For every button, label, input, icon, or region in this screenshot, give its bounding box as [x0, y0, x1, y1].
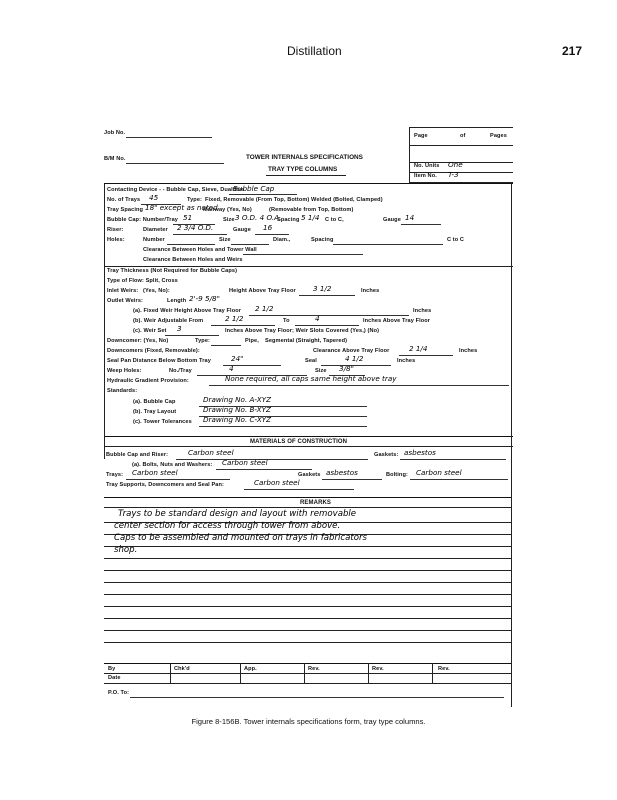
size-label: Size — [223, 217, 235, 223]
downcomer-pipe-label: Pipe, — [245, 338, 259, 344]
std-tray-layout-value: Drawing No. B-XYZ — [203, 405, 271, 414]
downcomer-clearance-label: Clearance Above Tray Floor — [313, 348, 390, 354]
po-to-label: P.O. To: — [108, 690, 130, 696]
bolting-label: Bolting: — [386, 472, 408, 478]
figure-caption: Figure 8-156B. Tower internals specifications form, tray type columns. — [191, 717, 426, 726]
height-above-label: Height Above Tray Floor — [229, 288, 296, 294]
bolts-value: Carbon steel — [222, 458, 268, 467]
spacing-value: 5 1/4 — [301, 213, 320, 222]
standards-label: Standards: — [107, 388, 138, 394]
remarks-line-2: center section for access through tower from above. — [114, 521, 341, 531]
no-units-value: One — [448, 160, 463, 169]
materials-gaskets-value: asbestos — [404, 448, 436, 457]
inlet-weirs-options: (Yes, No): — [143, 288, 170, 294]
holes-c-to-c-label: C to C — [447, 237, 465, 243]
materials-gaskets-label: Gaskets: — [374, 452, 399, 458]
seal-pan-label: Seal Pan Distance Below Bottom Tray — [107, 358, 211, 364]
holes-label: Holes: — [107, 237, 125, 243]
manway-label: Manway (Yes, No) — [203, 207, 252, 213]
gauge-value: 14 — [405, 213, 415, 222]
spec-box — [104, 183, 513, 459]
weir-set-inches: Inches Above Tray Floor; Weir Slots Covered (Yes,) (No) — [225, 328, 380, 334]
item-no-value: T-3 — [448, 170, 459, 179]
weep-holes-label: Weep Holes: — [107, 368, 142, 374]
clearance-wall-label: Clearance Between Holes and Tower Wall — [143, 247, 257, 253]
std-bubble-cap-label: (a). Bubble Cap — [133, 399, 176, 405]
tray-spacing-label: Tray Spacing — [107, 207, 144, 213]
bubble-cap-riser-value: Carbon steel — [188, 448, 234, 457]
std-tolerances-label: (c). Tower Tolerances — [133, 419, 192, 425]
tray-thickness-label: Tray Thickness (Not Required for Bubble Caps) — [107, 268, 238, 274]
downcomers-label: Downcomers (Fixed, Removable): — [107, 348, 200, 354]
job-no-line — [126, 137, 212, 138]
diameter-value: 2 3/4 O.D. — [177, 223, 214, 232]
riser-gauge-label: Gauge — [233, 227, 251, 233]
diam-label: Diam., — [273, 237, 291, 243]
supports-label: Tray Supports, Downcomers and Seal Pan: — [106, 482, 224, 488]
of-label: of — [460, 133, 466, 139]
page-label: Page — [414, 133, 428, 139]
clearance-weirs-label: Clearance Between Holes and Weirs — [143, 257, 243, 263]
weir-adjustable-from: 2 1/2 — [225, 314, 244, 323]
length-value: 2'-9 5/8" — [189, 294, 220, 303]
app-label: App. — [244, 666, 257, 672]
downcomer-clearance-value: 2 1/4 — [409, 344, 428, 353]
seal-label: Seal — [305, 358, 317, 364]
remarks-heading: REMARKS — [300, 500, 332, 506]
outlet-weirs-label: Outlet Weirs: — [107, 298, 144, 304]
spacing-label: Spacing — [277, 217, 300, 223]
by-label: By — [108, 666, 116, 672]
trays-value: Carbon steel — [132, 468, 178, 477]
no-per-tray-value: 4 — [229, 364, 234, 373]
bm-no-label: B/M No. — [104, 156, 126, 162]
std-tolerances-value: Drawing No. C-XYZ — [203, 415, 272, 424]
seal-pan-value: 24" — [231, 354, 244, 363]
bolts-label: (a). Bolts, Nuts and Washers: — [132, 462, 213, 468]
chkd-label: Chk'd — [174, 666, 190, 672]
fixed-weir-inches: Inches — [413, 308, 432, 314]
diameter-label: Diameter — [143, 227, 168, 233]
type-options: Fixed, Removable (From Top, Bottom) Welded (Bolted, Clamped) — [205, 197, 383, 203]
weep-size-value: 3/8" — [339, 364, 354, 373]
date-label: Date — [108, 675, 121, 681]
fixed-weir-label: (a). Fixed Weir Height Above Tray Floor — [133, 308, 242, 314]
holes-size-label: Size — [219, 237, 231, 243]
page-box — [409, 127, 513, 183]
trays-gaskets-value: asbestos — [326, 468, 358, 477]
item-no-label: Item No. — [414, 173, 437, 179]
weir-adjustable-to-label: To — [283, 318, 290, 324]
std-bubble-cap-value: Drawing No. A-XYZ — [203, 395, 272, 404]
rev-3-label: Rev. — [438, 666, 450, 672]
job-no-label: Job No. — [104, 130, 126, 136]
bm-no-line — [126, 163, 224, 164]
fixed-weir-value: 2 1/2 — [255, 304, 274, 313]
supports-value: Carbon steel — [254, 478, 300, 487]
size-value: 3 O.D. 4 O.A. — [235, 213, 282, 222]
rev-1-label: Rev. — [308, 666, 320, 672]
downcomer-type-label: Type: — [195, 338, 211, 344]
specification-form — [104, 125, 512, 711]
height-above-inches: Inches — [361, 288, 380, 294]
running-header-title: Distillation — [287, 44, 342, 58]
form-subtitle: TRAY TYPE COLUMNS — [268, 166, 338, 173]
weir-adjustable-to: 4 — [315, 314, 320, 323]
inlet-weirs-label: Inlet Weirs: — [107, 288, 139, 294]
riser-label: Riser: — [107, 227, 124, 233]
number-label: Number — [143, 237, 165, 243]
holes-spacing-label: Spacing — [311, 237, 334, 243]
hydraulic-label: Hydraulic Gradient Provision: — [107, 378, 189, 384]
weir-adjustable-inches: Inches Above Tray Floor — [363, 318, 431, 324]
remarks-line-1: Trays to be standard design and layout with removable — [118, 509, 357, 519]
remarks-line-4: shop. — [114, 545, 138, 555]
gauge-label: Gauge — [383, 217, 401, 223]
std-tray-layout-label: (b). Tray Layout — [133, 409, 177, 415]
bubble-cap-number: 51 — [183, 213, 193, 222]
seal-inches: Inches — [397, 358, 416, 364]
bolting-value: Carbon steel — [416, 468, 462, 477]
type-of-flow-label: Type of Flow: Split, Cross — [107, 278, 178, 284]
downcomer-label: Downcomer: (Yes, No) — [107, 338, 169, 344]
contacting-value: Bubble Cap — [233, 184, 275, 193]
bubble-cap-label: Bubble Cap: Number/Tray — [107, 217, 178, 223]
trays-gaskets-label: Gaskets — [298, 472, 321, 478]
bubble-cap-riser-label: Bubble Cap and Riser: — [106, 452, 169, 458]
weir-set-value: 3 — [177, 324, 182, 333]
type-label: Type: — [187, 197, 203, 203]
seal-value: 4 1/2 — [345, 354, 364, 363]
materials-heading: MATERIALS OF CONSTRUCTION — [250, 439, 348, 445]
remarks-line-3: Caps to be assembled and mounted on trays in fabricators — [114, 533, 367, 543]
rev-2-label: Rev. — [372, 666, 384, 672]
no-trays-value: 45 — [149, 193, 159, 202]
no-per-tray-label: No./Tray — [169, 368, 192, 374]
pages-label: Pages — [490, 133, 507, 139]
page-number: 217 — [562, 44, 583, 58]
trays-label: Trays: — [106, 472, 124, 478]
downcomer-clearance-inches: Inches — [459, 348, 478, 354]
hydraulic-value: None required, all caps same height above tray — [225, 374, 397, 383]
c-to-c-label: C to C, — [325, 217, 344, 223]
riser-gauge-value: 16 — [263, 223, 273, 232]
tray-spacing-value: 18" except as noted — [145, 203, 218, 212]
no-units-label: No. Units — [414, 163, 440, 169]
length-label: Length — [167, 298, 187, 304]
height-above-value: 3 1/2 — [313, 284, 332, 293]
downcomer-segmental-label: Segmental (Straight, Tapered) — [265, 338, 348, 344]
weep-size-label: Size — [315, 368, 327, 374]
removable-label: (Removable from Top, Bottom) — [269, 207, 354, 213]
weir-adjustable-label: (b). Weir Adjustable From — [133, 318, 204, 324]
weir-set-label: (c). Weir Set — [133, 328, 167, 334]
contacting-label: Contacting Device - - Bubble Cap, Sieve, Dualflow — [107, 187, 245, 193]
form-title: TOWER INTERNALS SPECIFICATIONS — [246, 154, 363, 161]
no-trays-label: No. of Trays — [107, 197, 141, 203]
